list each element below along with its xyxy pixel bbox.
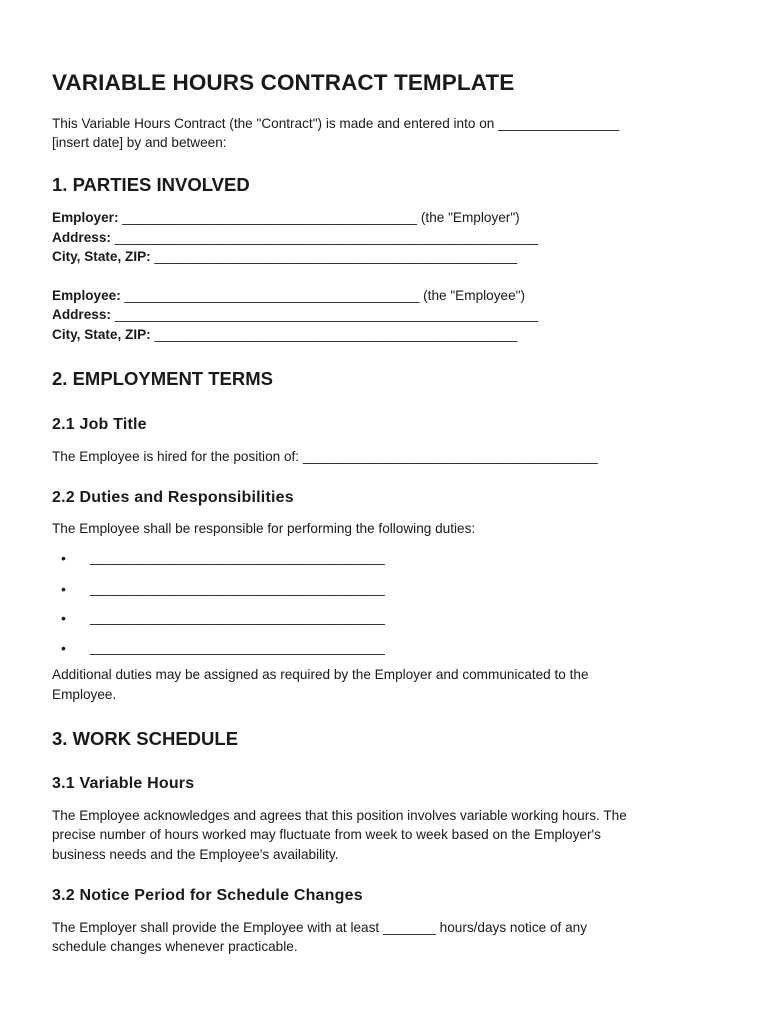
additional-duties-line-2: Employee.: [52, 687, 117, 702]
employer-address-field: [52, 228, 538, 248]
section-heading-parties: 1. PARTIES INVOLVED: [52, 174, 250, 195]
intro-line-2: [insert date] by and between:: [52, 135, 227, 150]
bullet-icon: •: [61, 640, 66, 656]
notice-line-2: schedule changes whenever practicable.: [52, 939, 298, 954]
employer-field: [52, 208, 520, 228]
employer-city-field: [52, 247, 517, 267]
section-heading-schedule: 3. WORK SCHEDULE: [52, 728, 239, 749]
duty-blank: _______________________________________: [90, 581, 385, 596]
employee-label: Employee:: [52, 288, 121, 303]
employee-city-label: City, State, ZIP:: [52, 327, 151, 342]
subheading-duties: 2.2 Duties and Responsibilities: [52, 489, 294, 506]
employer-address-blank: ________________________________________________________: [110, 230, 539, 245]
employee-city-field: [52, 325, 517, 345]
duty-blank: _______________________________________: [90, 640, 385, 655]
intro-line-1: This Variable Hours Contract (the "Contract") is made and entered into on ________________: [52, 116, 620, 131]
duties-text: The Employee shall be responsible for performing the following duties:: [52, 521, 476, 536]
employee-address-field: [52, 305, 538, 325]
employee-address-blank: ________________________________________________________: [110, 307, 539, 322]
employee-blank: _______________________________________ (the "Employee"): [120, 288, 525, 303]
employer-blank: _______________________________________ (the "Employer"): [118, 210, 520, 225]
duty-blank: _______________________________________: [90, 550, 385, 565]
employer-address-label: Address:: [52, 230, 111, 245]
subheading-job-title: 2.1 Job Title: [52, 416, 147, 433]
section-heading-employment: 2. EMPLOYMENT TERMS: [52, 368, 273, 389]
employer-city-blank: ________________________________________________: [150, 249, 518, 264]
employee-field: [52, 286, 525, 306]
employee-address-label: Address:: [52, 307, 111, 322]
job-title-text: The Employee is hired for the position of: _______________________________________: [52, 449, 598, 464]
subheading-variable-hours: 3.1 Variable Hours: [52, 775, 195, 792]
variable-hours-line-3: business needs and the Employee's availability.: [52, 847, 339, 862]
employer-label: Employer:: [52, 210, 119, 225]
duty-blank: _______________________________________: [90, 610, 385, 625]
subheading-notice-period: 3.2 Notice Period for Schedule Changes: [52, 887, 363, 904]
additional-duties-line-1: Additional duties may be assigned as required by the Employer and communicated to the: [52, 667, 589, 682]
variable-hours-line-1: The Employee acknowledges and agrees that this position involves variable working hours. The: [52, 808, 627, 823]
employer-city-label: City, State, ZIP:: [52, 249, 151, 264]
variable-hours-line-2: precise number of hours worked may fluctuate from week to week based on the Employer's: [52, 827, 601, 842]
bullet-icon: •: [61, 610, 66, 626]
document-title: VARIABLE HOURS CONTRACT TEMPLATE: [52, 70, 515, 95]
bullet-icon: •: [61, 550, 66, 566]
employee-city-blank: ________________________________________________: [150, 327, 518, 342]
bullet-icon: •: [61, 581, 66, 597]
notice-line-1: The Employer shall provide the Employee with at least _______ hours/days notice of any: [52, 920, 587, 935]
